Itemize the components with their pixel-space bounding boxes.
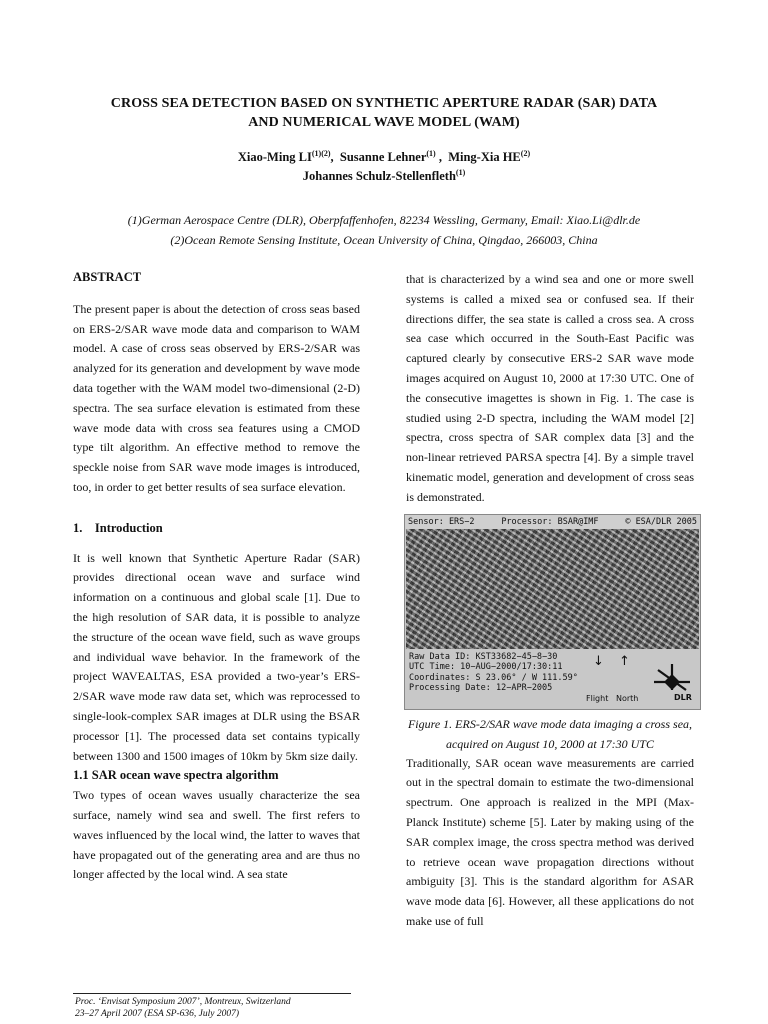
sar-figure	[404, 514, 701, 710]
section-1-1-text: Two types of ocean waves usually characterize the sea surface, namely wind sea and swell. The first refers to waves influenced by the local wind, the latter to waves that have propagated out of the generating area and are thus no longer affected by the local wind. A sea state	[73, 788, 360, 882]
dlr-logo-icon	[650, 660, 696, 702]
flight-arrow-icon: ↓	[593, 653, 604, 669]
figure-utc: UTC Time: 10−AUG−2000/17:30:11	[409, 662, 563, 673]
direction-indicators	[586, 651, 639, 705]
abstract-heading: ABSTRACT	[73, 270, 142, 284]
figure-copyright: © ESA/DLR 2005	[625, 516, 697, 527]
author-line-1: Xiao-Ming $LI^{(1)(2)}$, Susanne Lehner$^{(1)}$ , Ming-Xia HE$^{(2)}$	[237, 148, 531, 164]
paper-title	[60, 94, 708, 132]
figure-processing-date: Processing Date: 12−APR−2005	[409, 683, 553, 694]
figure-raw-id: Raw Data ID: KST33682−45−8−30	[409, 651, 558, 662]
affiliation-1: (1)German Aerospace Centre (DLR), Oberpfaffenhofen, 82234 Wessling, Germany, Email: Xiao.Li@dlr.de	[127, 213, 641, 227]
author-line-2	[60, 167, 708, 186]
intro-text: It is well known that Synthetic Aperture Radar (SAR) provides directional ocean wave and surface wind information on a continuous and global scale [1]. Due to the high resolution of SAR data, it is possible to analyze the structure of the ocean wave field, such as wave groups and individual wave behavior. In the framework of the project WAVEALTAS, ESA provided a two-year’s ERS-2/SAR wave mode raw data set, which was reprocessed to single-look-complex SAR images at DLR using the BSAR processor [1]. The processed data set contains typically between 1300 and 1500 images of 10km by 5km size daily.	[73, 550, 360, 763]
right-para-2: Traditionally, SAR ocean wave measurements are carried out in the spectral domain to estimate the two-dimensional spectrum. One approach is realized in the MPI (Max-Planck Institute) scheme [5]. Later by making using of the SAR complex image, the cross spectra method was derived to retrieve ocean wave propagation directions without ambiguity [3]. This is the standard algorithm for ASAR wave mode data [6]. However, all these applications do not make use of full	[406, 755, 694, 928]
footer-rule	[73, 993, 351, 994]
north-label: North	[616, 693, 639, 703]
north-arrow-icon: ↑	[619, 653, 630, 669]
affiliation-2: (2)Ocean Remote Sensing Institute, Ocean University of China, Qingdao, 266003, China	[170, 233, 598, 247]
title-line-2: AND NUMERICAL WAVE MODEL (WAM)	[248, 115, 520, 130]
footer-line-1: Proc. ‘Envisat Symposium 2007’, Montreux, Switzerland	[75, 997, 291, 1007]
figure-caption: Figure 1. ERS-2/SAR wave mode data imaging a cross sea, acquired on August 10, 2000 at 17:30 UTC	[407, 716, 693, 751]
author-1: Xiao-Ming LI	[237, 150, 312, 164]
author-4-affil: (1)	[455, 167, 466, 177]
author-3: Ming-Xia HE	[448, 150, 521, 164]
abstract-text: The present paper is about the detection of cross seas based on ERS-2/SAR wave mode data and comparison to WAM model. A case of cross seas observed by ERS-2/SAR was analyzed for its generation and development by wave mode data together with the WAM model two-dimensional (2-D) spectra. The sea surface elevation is estimated from these wave mode data with cross sea features using a CMOD type tilt algorithm. An effective method to remove the speckle noise from SAR wave mode images is introduced, too, in order to get better results of sea surface elevation.	[73, 301, 360, 494]
author-2: Susanne Lehner	[339, 150, 427, 164]
title-line-1: CROSS SEA DETECTION BASED ON SYNTHETIC APERTURE RADAR (SAR) DATA	[110, 96, 658, 111]
figure-coordinates: Coordinates: S 23.06° / W 111.59°	[409, 672, 578, 683]
figure-metadata	[409, 652, 578, 694]
left-column	[73, 268, 360, 885]
author-2-affil: (1)	[426, 148, 436, 158]
author-4: Johannes Schulz-Stellenfleth	[302, 169, 456, 183]
logo-text: DLR	[674, 692, 692, 702]
flight-label: Flight	[586, 693, 609, 703]
right-column	[406, 270, 697, 932]
author-3-affil: (2)	[520, 148, 531, 158]
author-1-affil: (1)(2)	[311, 148, 331, 158]
intro-heading: 1. Introduction	[73, 520, 163, 535]
figure-processor: Processor: BSAR@IMF	[501, 516, 599, 527]
section-1-1-heading: 1.1 SAR ocean wave spectra algorithm	[73, 768, 279, 783]
figure-sensor: Sensor: ERS−2	[408, 516, 475, 527]
figure-header	[405, 515, 700, 529]
sar-wave-image	[406, 529, 699, 649]
footer	[75, 996, 395, 1020]
right-para-1: that is characterized by a wind sea and one or more swell systems is called a mixed sea or confused sea. If their directions differ, the sea state is called a cross sea. A cross sea case which occurred in the South-East Pacific was captured clearly by consecutive ERS-2 SAR wave mode images acquired on August 10, 2000 at 17:30 UTC. One of the consecutive imagettes is shown in Fig. 1. The case is studied using 2-D spectra, including the WAM model [2] spectra, cross spectra of SAR complex data [3] and the non-linear retrieved PARSA spectra [4]. By a simple travel kinematic model, generation and development of cross seas is demonstrated.	[406, 272, 694, 504]
affiliations	[40, 210, 728, 250]
footer-line-2: 23–27 April 2007 (ESA SP-636, July 2007)	[75, 1009, 240, 1019]
author-list	[60, 148, 708, 186]
